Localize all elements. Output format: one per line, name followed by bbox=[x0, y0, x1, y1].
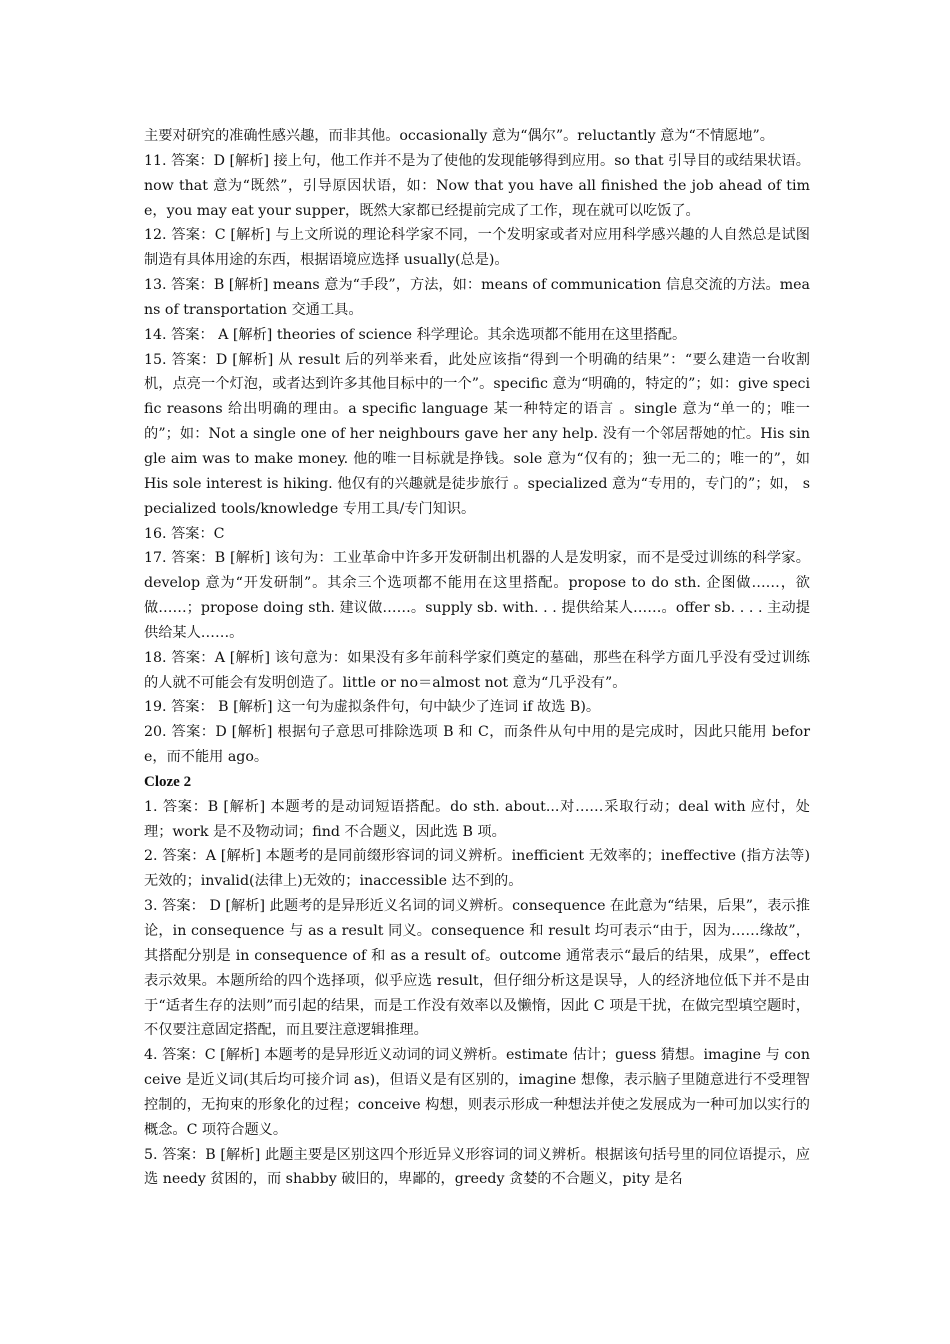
answer-15: 15. 答案：D [解析] 从 result 后的列举来看，此处应该指“得到一个明确的结果”：“要么建造一台收割机，点亮一个灯泡，或者达到许多其他目标中的一个”。specific 意为“明确的，特定的”；如：give specific reasons 给出明确的理由。a specific language 某一种特定的语言 。single 意为“单一的；唯一的”；如：Not a single one of her neighbours gave her any help. 没有一个邻居帮她的忙。His single aim was to make money. 他的唯一目标就是挣钱。sole 意为“仅有的；独一无二的；唯一的”，如 His sole interest is hiking. 他仅有的兴趣就是徒步旅行 。specialized 意为“专用的，专门的”；如， specialized tools/knowledge 专用工具/专门知识。 bbox=[144, 351, 810, 517]
answer-20: 20. 答案：D [解析] 根据句子意思可排除选项 B 和 C，而条件从句中用的是完成时，因此只能用 before，而不能用 ago。 bbox=[144, 724, 810, 766]
cloze2-answer-1: 1. 答案：B [解析] 本题考的是动词短语搭配。do sth. about...对……采取行动；deal with 应付，处理；work 是不及物动词；find 不合题义，因此选 B 项。 bbox=[144, 798, 810, 840]
answer-18: 18. 答案：A [解析] 该句意为：如果没有多年前科学家们奠定的墓础，那些在科学方面几乎没有受过训练的人就不可能会有发明创造了。little or no＝almost not 意为“几乎没有”。 bbox=[144, 649, 810, 691]
section-heading-cloze-2: Cloze 2 bbox=[144, 773, 192, 790]
cloze2-answer-4: 4. 答案：C [解析] 本题考的是异形近义动词的词义辨析。estimate 估计；guess 猜想。imagine 与 conceive 是近义词(其后均可接介词 as)，但语义是有区别的，imagine 想像，表示脑子里随意进行不受理智控制的，无拘束的形象化的过程；conceive 构想，则表示形成一种想法并使之发展成为一种可加以实行的概念。C 项符合题义。 bbox=[144, 1047, 810, 1138]
cloze2-answer-3: 3. 答案： D [解析] 此题考的是异形近义名词的词义辨析。consequence 在此意为“结果，后果”，表示推论，in consequence 与 as a result 同义。consequence 和 result 均可表示“由于，因为……缘故”， 其搭配分别是 in consequence of 和 as a result of。outcome 通常表示“最后的结果，成果”，effect 表示效果。本题所给的四个选择项，似乎应选 result，但仔细分析这是误导，人的经济地位低下并不是由于“适者生存的法则”而引起的结果，而是工作没有效率以及懒惰，因此 C 项是干扰，在做完型填空题时，不仅要注意固定搭配，而且要注意逻辑推理。 bbox=[144, 898, 810, 1039]
paragraph-intro: 主要对研究的准确性感兴趣，而非其他。occasionally 意为“偶尔”。reluctantly 意为“不情愿地”。 bbox=[144, 128, 774, 144]
cloze2-answer-2: 2. 答案：A [解析] 本题考的是同前缀形容词的词义辨析。inefficient 无效率的；ineffective (指方法等)无效的；invalid(法律上)无效的；inaccessible 达不到的。 bbox=[144, 848, 810, 890]
answer-11: 11. 答案：D [解析] 接上句，他工作并不是为了使他的发现能够得到应用。so that 引导目的或结果状语。 now that 意为“既然”，引导原因状语，如：Now that you have all finished the job ahead of time，you may eat your supper，既然大家都已经提前完成了工作，现在就可以吃饭了。 bbox=[144, 152, 810, 219]
cloze2-answer-5: 5. 答案：B [解析] 此题主要是区别这四个形近异义形容词的词义辨析。根据该句括号里的同位语提示，应选 needy 贫困的，而 shabby 破旧的，卑鄙的，greedy 贪婪的不合题义，pity 是名 bbox=[144, 1146, 810, 1188]
answer-14: 14. 答案： A [解析] theories of science 科学理论。其余选项都不能用在这里搭配。 bbox=[144, 326, 687, 343]
answer-17: 17. 答案：B [解析] 该句为：工业革命中许多开发研制出机器的人是发明家，而不是受过训练的科学家。 develop 意为“开发研制”。其余三个选项都不能用在这里搭配。propose to do sth. 企图做……，欲做……；propose doing sth. 建议做……。supply sb. with. . . 提供给某人……。offer sb. . . . 主动提供给某人……。 bbox=[144, 550, 810, 641]
answer-16: 16. 答案：C bbox=[144, 525, 225, 542]
document-page bbox=[144, 124, 810, 1192]
answer-13: 13. 答案：B [解析] means 意为“手段”，方法，如：means of communication 信息交流的方法。means of transportation 交通工具。 bbox=[144, 277, 810, 318]
answer-19: 19. 答案： B [解析] 这一句为虚拟条件句，句中缺少了连词 if 故选 B)。 bbox=[144, 699, 601, 716]
answer-12: 12. 答案：C [解析] 与上文所说的理论科学家不同，一个发明家或者对应用科学感兴趣的人自然总是试图制造有具体用途的东西，根据语境应选择 usually(总是)。 bbox=[144, 227, 810, 269]
